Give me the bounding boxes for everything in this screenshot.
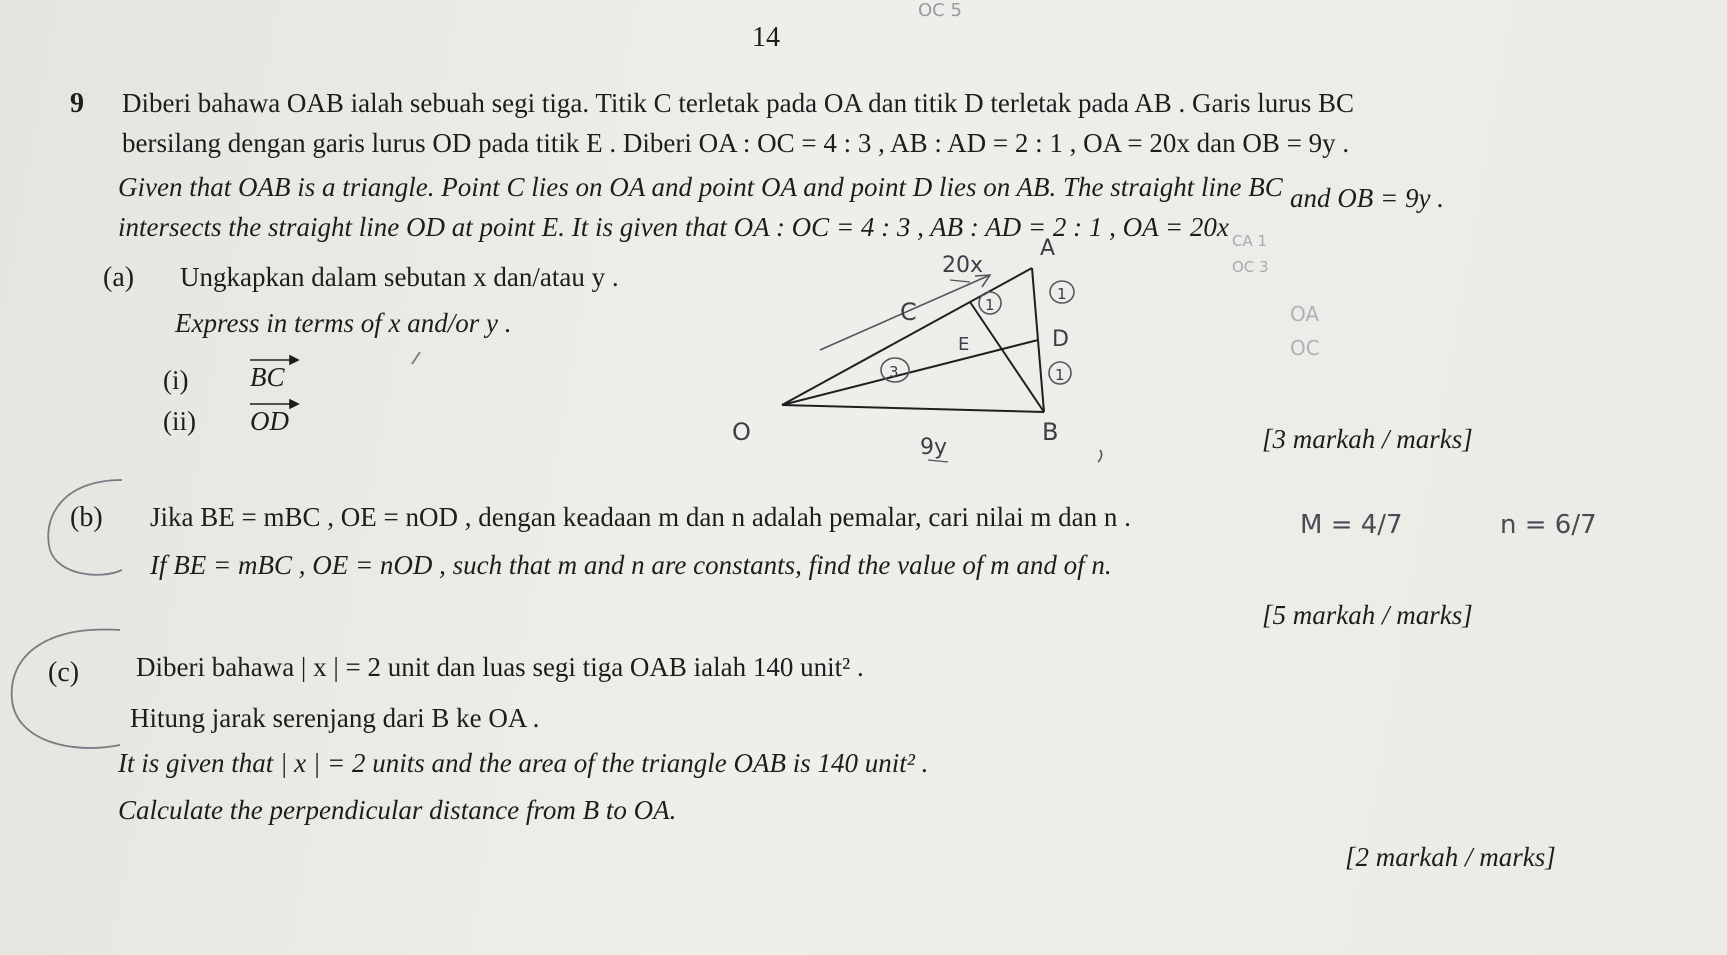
handwritten-margin-2: OC 3 (1232, 258, 1269, 276)
part-c-label: (c) (48, 657, 80, 688)
page-number: 14 (752, 22, 780, 53)
circle-part-c (12, 630, 120, 748)
label-d: D (1052, 327, 1069, 352)
vector-od: OD (250, 406, 289, 436)
handwritten-m-answer: M = 4/7 (1300, 510, 1403, 540)
part-c-malay-line1: Diberi bahawa | x | = 2 unit dan luas segi tiga OAB ialah 140 unit² . (136, 652, 864, 682)
intro-english-line2: intersects the straight line OD at point E. It is given that OA : OC = 4 : 3 , AB : AD = 2 : 1 , OA = 20x (118, 212, 1229, 242)
handwritten-margin-top: OC 5 (918, 0, 962, 21)
intro-english-line1: Given that OAB is a triangle. Point C lies on OA and point OA and point D lies on AB. The straight line BC (118, 172, 1283, 202)
label-o: O (732, 418, 751, 446)
part-a-sub-i-label: (i) (163, 365, 189, 395)
part-a-malay: Ungkapkan dalam sebutan x dan/atau y . (180, 262, 619, 292)
vector-bc: BC (250, 362, 285, 392)
intro-malay-line2: bersilang dengan garis lurus OD pada titik E . Diberi OA : OC = 4 : 3 , AB : AD = 2 : 1 , OA = 20x dan OB = 9y . (122, 128, 1350, 158)
part-b-english: If BE = mBC , OE = nOD , such that m and n are constants, find the value of m and of n. (150, 550, 1112, 580)
intro-malay-line1: Diberi bahawa OAB ialah sebuah segi tiga. Titik C terletak pada OA dan titik D terletak pada AB . Garis lurus BC (122, 88, 1355, 118)
intro-english-line1-tail: and OB = 9y . (1290, 183, 1444, 213)
part-c-marks: [2 markah / marks] (1345, 842, 1556, 872)
ratio-1b: 1 (1057, 285, 1067, 303)
ratio-1a: 1 (985, 296, 995, 314)
part-c-english-line1: It is given that | x | = 2 units and the area of the triangle OAB is 140 unit² . (118, 748, 929, 778)
label-vec-ob: 9y (920, 435, 948, 460)
handwritten-margin-4: OC (1290, 336, 1320, 360)
part-a-english: Express in terms of x and/or y . (175, 308, 512, 338)
label-vec-oa: 20x (942, 253, 984, 278)
part-a-label: (a) (103, 262, 135, 293)
part-c-malay-line2: Hitung jarak serenjang dari B ke OA . (130, 703, 540, 733)
question-number: 9 (70, 88, 84, 119)
part-b-label: (b) (70, 502, 103, 533)
label-a: A (1040, 236, 1056, 261)
ratio-3: 3 (889, 363, 899, 381)
label-e: E (958, 334, 970, 355)
part-b-marks: [5 markah / marks] (1262, 600, 1473, 630)
ratio-1c: 1 (1055, 366, 1065, 384)
part-b-malay: Jika BE = mBC , OE = nOD , dengan keadaan m dan n adalah pemalar, cari nilai m dan n . (150, 502, 1131, 532)
part-c-english-line2: Calculate the perpendicular distance from B to OA. (118, 795, 677, 825)
circle-part-b (48, 480, 122, 575)
handwritten-margin-1: CA 1 (1232, 232, 1268, 250)
handwritten-margin-3: OA (1290, 302, 1320, 326)
stray-mark (412, 352, 420, 364)
label-b: B (1042, 418, 1059, 446)
part-a-sub-ii-label: (ii) (163, 406, 196, 436)
part-a-marks: [3 markah / marks] (1262, 424, 1473, 454)
handwritten-n-answer: n = 6/7 (1500, 510, 1597, 540)
label-c: C (900, 298, 917, 326)
